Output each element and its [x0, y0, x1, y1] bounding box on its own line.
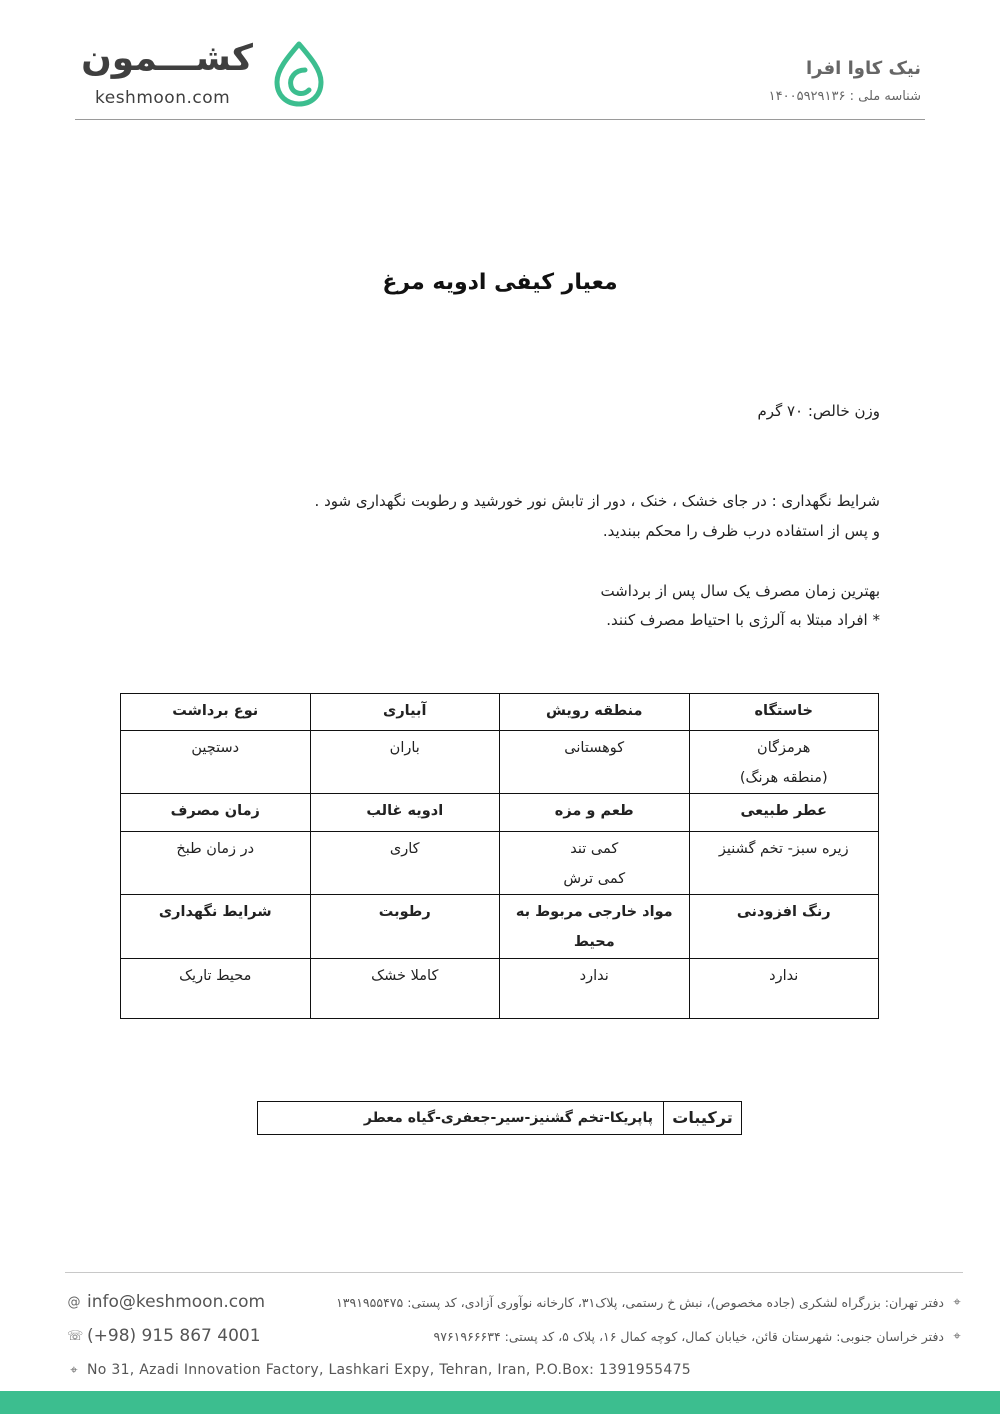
- document-title: معیار کیفی ادویه مرغ: [382, 270, 618, 295]
- table-header-cell: خاستگاه: [689, 694, 879, 731]
- table-cell: محیط تاریک: [121, 959, 311, 1019]
- allergy-warning: * افراد مبتلا به آلرژی با احتیاط مصرف کنند.: [606, 611, 880, 629]
- table-header-cell: منطقه رویش: [500, 694, 690, 731]
- ingredients-value: پاپریکا-تخم گشنیز-سیر-جعفری-گیاه معطر: [363, 1110, 653, 1126]
- table-header-row: [121, 895, 879, 959]
- phone-icon: ☏: [67, 1328, 84, 1344]
- table-header-cell: شرایط نگهداری: [121, 895, 311, 959]
- best-consumption-time: بهترین زمان مصرف یک سال پس از برداشت: [600, 582, 880, 600]
- table-cell: ندارد: [500, 959, 690, 1019]
- table-row: [121, 731, 879, 794]
- table-row: [121, 959, 879, 1019]
- table-cell: کوهستانی: [500, 731, 690, 794]
- footer-brand-bar: [0, 1391, 1000, 1414]
- net-weight: وزن خالص: ۷۰ گرم: [757, 402, 880, 420]
- footer-address-en: No 31, Azadi Innovation Factory, Lashkari Expy, Tehran, Iran, P.O.Box: 1391955475: [87, 1362, 692, 1378]
- table-cell: کاری: [310, 832, 500, 895]
- table-cell: در زمان طبخ: [121, 832, 311, 895]
- footer-office-tehran-row: [336, 1285, 964, 1319]
- table-header-cell: آبیاری: [310, 694, 500, 731]
- page-header: [75, 30, 925, 120]
- footer-email[interactable]: info@keshmoon.com: [87, 1292, 266, 1312]
- table-cell: دستچین: [121, 731, 311, 794]
- footer-office-khorasan: دفتر خراسان جنوبی: شهرستان قائن، خیابان کمال، کوچه کمال ۱۶، پلاک ۵، کد پستی: ۹۷۶۱۹۶۶۶۳۴: [433, 1328, 944, 1344]
- company-info: [769, 58, 921, 104]
- footer-phone[interactable]: (+98) 915 867 4001: [87, 1326, 261, 1346]
- company-national-id: شناسه ملی : ۱۴۰۰۵۹۲۹۱۳۶: [768, 89, 921, 104]
- footer-divider: [65, 1272, 963, 1273]
- table-cell: کاملا خشک: [310, 959, 500, 1019]
- table-header-cell: زمان مصرف: [121, 794, 311, 832]
- brand-logo: [81, 38, 313, 108]
- quality-spec-table: [120, 693, 879, 1019]
- table-header-cell: رطوبت: [310, 895, 500, 959]
- logo-text-fa: کشـــمون: [81, 38, 253, 79]
- storage-conditions-line1: شرایط نگهداری : در جای خشک ، خنک ، دور از تابش نور خورشید و رطوبت نگهداری شود .: [314, 492, 880, 510]
- logo-text-en: keshmoon.com: [95, 88, 231, 108]
- table-header-cell: ادویه غالب: [310, 794, 500, 832]
- ingredients-box: [257, 1101, 742, 1135]
- location-icon: ⌖: [70, 1362, 78, 1378]
- storage-conditions-line2: و پس از استفاده درب ظرف را محکم ببندید.: [602, 522, 880, 540]
- table-header-cell: مواد خارجی مربوط به محیط: [500, 895, 690, 959]
- location-icon: ⌖: [953, 1294, 961, 1310]
- footer-address-row: [67, 1353, 691, 1387]
- table-cell: کمی تند کمی ترش: [500, 832, 690, 895]
- table-header-cell: رنگ افزودنی: [689, 895, 879, 959]
- table-cell: ندارد: [689, 959, 879, 1019]
- location-icon: ⌖: [953, 1328, 961, 1344]
- footer-offices: [336, 1285, 964, 1353]
- table-cell: زیره سبز- تخم گشنیز: [689, 832, 879, 895]
- footer-office-khorasan-row: [336, 1319, 964, 1353]
- ingredients-label: ترکیبات: [663, 1102, 741, 1134]
- table-header-cell: نوع برداشت: [121, 694, 311, 731]
- table-header-row: [121, 794, 879, 832]
- table-header-cell: طعم و مزه: [500, 794, 690, 832]
- email-icon: @: [67, 1294, 81, 1310]
- table-cell: هرمزگان (منطقه هرنگ): [689, 731, 879, 794]
- table-header-row: [121, 694, 879, 731]
- table-header-cell: عطر طبیعی: [689, 794, 879, 832]
- company-name: نیک کاوا افرا: [806, 58, 921, 79]
- footer-office-tehran: دفتر تهران: بزرگراه لشکری (جاده مخصوص)، نبش خ رستمی، پلاک۳۱، کارخانه نوآوری آزادی، کد پستی: ۱۳۹۱۹۵۵۴۷۵: [336, 1294, 944, 1310]
- table-row: [121, 832, 879, 895]
- brand-drop-icon: [271, 40, 327, 108]
- table-cell: باران: [310, 731, 500, 794]
